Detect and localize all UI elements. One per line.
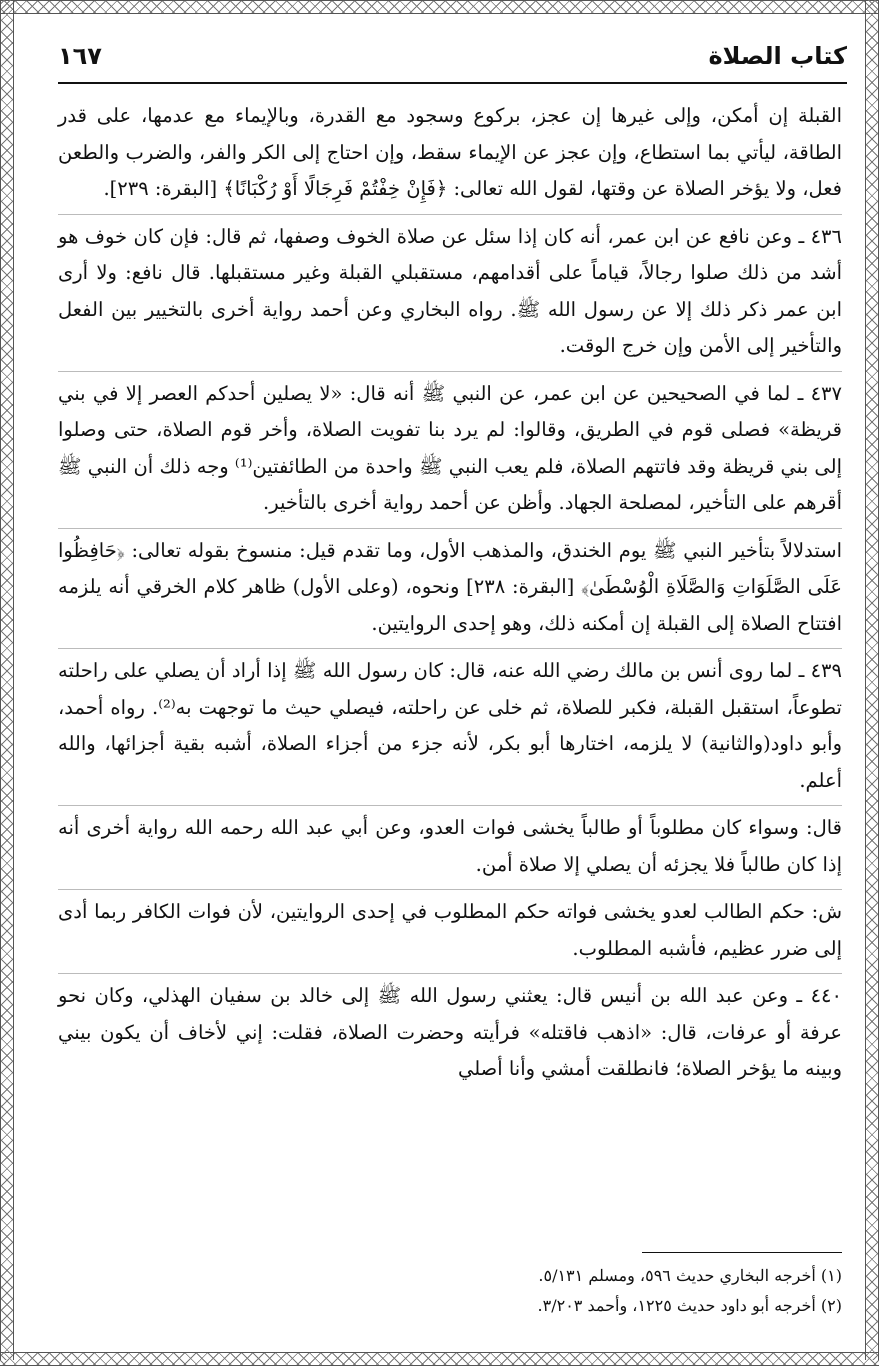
decorative-border-bottom <box>0 1352 879 1366</box>
footnote-2: (٢) أخرجه أبو داود حديث ١٢٢٥، وأحمد ٣/٢٠٣. <box>537 1296 842 1315</box>
paragraph-istidlal: استدلالاً بتأخير النبي ﷺ يوم الخندق، والمذهب الأول، وما تقدم قيل: منسوخ بقوله تعالى: ﴿حَافِظُوا عَلَى الصَّلَوَاتِ وَالصَّلَاةِ الْوُسْطَىٰ﴾ [البقرة: ٢٣٨] ونحوه، (وعلى الأول) ظاهر كلام الخرقي أنه يلزمه افتتاح الصلاة إلى القبلة إن أمكنه ذلك، وهو إحدى الروايتين. <box>58 528 842 643</box>
paragraph-sharh: ش: حكم الطالب لعدو يخشى فواته حكم المطلوب في إحدى الروايتين، لأن فوات الكافر ربما أدى إلى ضرر عظيم، فأشبه المطلوب. <box>58 889 842 967</box>
paragraph-1: القبلة إن أمكن، وإلى غيرها إن عجز، بركوع وسجود مع القدرة، وبالإيماء مع عدمها، على قدر الطاقة، ليأتي بما استطاع، وإن عجز عن الإيماء سقط، وإن احتاج إلى الكر والفر، والضرب والطعن فعل، ولا يؤخر الصلاة عن وقتها، لقول الله تعالى: ﴿فَإِنْ خِفْتُمْ فَرِجَالًا أَوْ رُكْبَانًا﴾ [البقرة: ٢٣٩]. <box>58 104 842 200</box>
paragraph-qala: قال: وسواء كان مطلوباً أو طالباً يخشى فوات العدو، وعن أبي عبد الله رحمه الله رواية أخرى أنه إذا كان طالباً فلا يجزئه أن يصلي إلا صلاة أمن. <box>58 805 842 883</box>
paragraph-439: ٤٣٩ ـ لما روى أنس بن مالك رضي الله عنه، قال: كان رسول الله ﷺ إذا أراد أن يصلي على راحلته تطوعاً، استقبل القبلة، فكبر للصلاة، ثم خلى عن راحلته، فيصلي حيث ما توجهت به⁽²⁾. رواه أحمد، وأبو داود(والثانية) لا يلزمه، اختارها أبو بكر، لأنه جزء من أجزاء الصلاة، أشبه بقية أجزائها، والله أعلم. <box>58 648 842 799</box>
decorative-border-right <box>865 0 879 1360</box>
footnotes <box>58 1252 842 1321</box>
header-rule <box>58 82 847 84</box>
footnote-rule <box>642 1252 842 1253</box>
paragraph-437: ٤٣٧ ـ لما في الصحيحين عن ابن عمر، عن النبي ﷺ أنه قال: «لا يصلين أحدكم العصر إلا في بني قريظة» فصلى قوم في الطريق، وقالوا: لم يرد بنا تفويت الصلاة، وأخر قوم الصلاة، حتى وصلوا إلى بني قريظة وقد فاتتهم الصلاة، فلم يعب النبي ﷺ واحدة من الطائفتين⁽¹⁾ وجه ذلك أن النبي ﷺ أقرهم على التأخير، لمصلحة الجهاد. وأظن عن أحمد رواية أخرى بالتأخير. <box>58 371 842 522</box>
paragraph-440: ٤٤٠ ـ وعن عبد الله بن أنيس قال: يعثني رسول الله ﷺ إلى خالد بن سفيان الهذلي، وكان نحو عرفة أو عرفات، قال: «اذهب فاقتله» فرأيته وحضرت الصلاة، فقلت: إني لأخاف أن يكون بيني وبينه ما يؤخر الصلاة؛ فانطلقت أمشي وأنا أصلي <box>58 973 842 1088</box>
decorative-border-top <box>0 0 879 14</box>
running-title: كتاب الصلاة <box>708 42 847 70</box>
page-header <box>58 38 847 84</box>
paragraph-436: ٤٣٦ ـ وعن نافع عن ابن عمر، أنه كان إذا سئل عن صلاة الخوف وصفها، ثم قال: فإن كان خوف هو أشد من ذلك صلوا رجالاً، قياماً على أقدامهم، مستقبلي القبلة وغير مستقبلها. قال نافع: ولا أرى ابن عمر ذكر ذلك إلا عن رسول الله ﷺ. رواه البخاري وعن أحمد رواية أخرى بالتخيير بين الفعل والتأخير إلى الأمن وإن خرج الوقت. <box>58 214 842 365</box>
decorative-border-left <box>0 0 14 1360</box>
main-text <box>58 98 842 1094</box>
page-number: ١٦٧ <box>58 42 102 70</box>
footnote-1: (١) أخرجه البخاري حديث ٥٩٦، ومسلم ٥/١٣١. <box>538 1266 842 1285</box>
